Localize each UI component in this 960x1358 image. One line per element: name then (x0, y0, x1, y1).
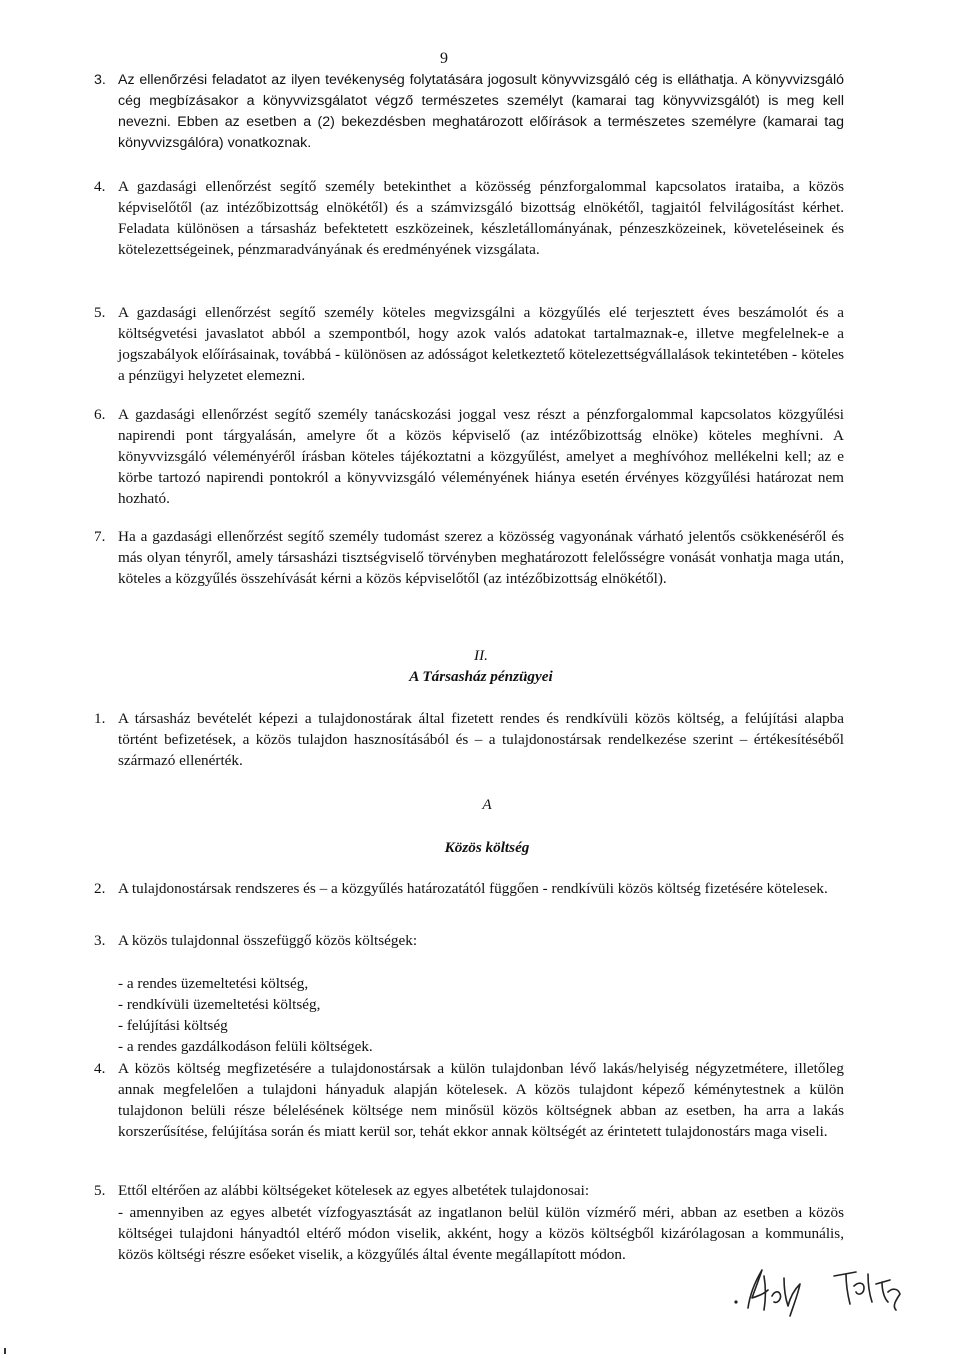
paragraph-text: Az ellenőrzési feladatot az ilyen tevékenység folytatására jogosult könyvvizsgáló cég is elláthatja. A könyvvizsgáló cég megbízásakor a könyvvizsgálatot végző természetes személyt (kamarai tag könyvvizsgálót) is meg kell nevezni. Ebben az esetben a (2) bekezdésben meghatározott előírások a természetes személyre (kamarai tag könyvvizsgálóra) vonatkoznak. (118, 72, 844, 151)
paragraph-ii-3 (94, 930, 844, 951)
paragraph-text: A társasház bevételét képezi a tulajdonostárak által fizetett rendes és rendkívüli közös költség, a felújítási alapba történt befizetések, a közös tulajdon hasznosításából és – a tulajdonostársak rendelkezése szerint – értékesítéséből származó ellenérték. (118, 710, 844, 769)
paragraph-text: A tulajdonostársak rendszeres és – a közgyűlés határozatától függően - rendkívüli közös költség fizetésére kötelesek. (118, 880, 828, 897)
paragraph-ii-5 (94, 1180, 844, 1201)
paragraph-6 (94, 404, 844, 509)
paragraph-number: 5. (94, 1182, 106, 1199)
paragraph-ii-5-detail (118, 1202, 844, 1265)
paragraph-number: 3. (94, 72, 106, 88)
paragraph-4 (94, 176, 844, 260)
paragraph-number: 3. (94, 932, 106, 949)
paragraph-text: Ettől eltérően az alábbi költségeket kötelesek az egyes albetétek tulajdonosai: (118, 1182, 590, 1199)
chapter-title: A Társasház pénzügyei (409, 668, 553, 685)
paragraph-number: 7. (94, 528, 106, 545)
page-number: 9 (440, 50, 448, 67)
paragraph-5 (94, 302, 844, 386)
signature-2 (830, 1268, 910, 1312)
subsection-title: Közös költség (444, 839, 530, 856)
subsection-letter: A (482, 796, 492, 813)
paragraph-7 (94, 526, 844, 589)
paragraph-3 (94, 70, 844, 154)
list-item: - felújítási költség (118, 1017, 228, 1034)
paragraph-text: A közös költség megfizetésére a tulajdonostársak a külön tulajdonban lévő lakás/helyiség négyzetmétere, illetőleg annak megfelelően a tulajdoni hányaduk alapján kötelesek. A közös tulajdont képező kéménytestnek a külön tulajdonon belüli része bélelésének költsége nem minősül közös költségnek abban az esetben, ha arra a lakás korszerűsítése, felújítása során és miatt kerül sor, tehát ekkor annak költségét az érintetett tulajdonostárs maga viseli. (118, 1060, 844, 1140)
signature-1 (728, 1258, 818, 1318)
paragraph-number: 6. (94, 406, 106, 423)
paragraph-text: A közös tulajdonnal összefüggő közös költségek: (118, 932, 418, 949)
paragraph-number: 1. (94, 710, 106, 727)
paragraph-ii-2 (94, 878, 844, 899)
paragraph-number: 4. (94, 1060, 106, 1077)
paragraph-text: Ha a gazdasági ellenőrzést segítő személy tudomást szerez a közösség vagyonának várható jelentős csökkenéséről és más olyan tényről, amely társasházi tisztségviselő törvényben meghatározott felelősségre vonását vonhatja maga után, köteles a közgyűlés összehívását kérni a közös képviselőtől (az intézőbizottság elnökétől). (118, 528, 844, 587)
paragraph-text: - amennyiben az egyes albetét vízfogyasztását az ingatlanon belül külön vízmérő méri, abban az esetben a közös költségei tulajdoni hányadtól eltérő módon viselik, akként, hogy a közös költségből kizárólagosan a kommunális, közös költségi részre esőeket viselik, a közgyűlés által évente megállapított módon. (118, 1204, 844, 1263)
list-item: - rendkívüli üzemeltetési költség, (118, 996, 321, 1013)
paragraph-ii-4 (94, 1058, 844, 1142)
paragraph-text: A gazdasági ellenőrzést segítő személy betekinthet a közösség pénzforgalommal kapcsolatos irataiba, a közös képviselőtől (az intézőbizottság elnökétől) és a számvizsgáló bizottság elnökétől, tagjaitól felvilágosítást kérhet. Feladata különösen a társasház befektetett eszközeinek, készletállományának, pénzeszközeinek, követeléseinek és kötelezettségeinek, pénzmaradványának és eredményének vizsgálata. (118, 178, 844, 258)
list-item: - a rendes gazdálkodáson felüli költségek. (118, 1038, 373, 1055)
paragraph-number: 5. (94, 304, 106, 321)
cost-list (118, 973, 844, 1057)
list-item: - a rendes üzemeltetési költség, (118, 975, 309, 992)
scan-mark (4, 1348, 6, 1354)
chapter-roman: II. (474, 647, 488, 664)
paragraph-text: A gazdasági ellenőrzést segítő személy köteles megvizsgálni a közgyűlés elé terjesztett éves beszámolót és a költségvetési javaslatot abból a szempontból, hogy azok valós adatokat tartalmaznak-e, illetve megfelelnek-e a jogszabályok előírásainak, továbbá - különösen az adósságot keletkeztető kötelezettségvállalások tekintetében - köteles a pénzügyi helyzetet elemezni. (118, 304, 844, 384)
paragraph-text: A gazdasági ellenőrzést segítő személy tanácskozási joggal vesz részt a pénzforgalommal kapcsolatos közgyűlési napirendi pont tárgyalásán, amelyre őt a közös képviselő (az intézőbizottság elnöke) köteles meghívni. A könyvvizsgáló véleményéről írásban köteles tájékoztatni a közgyűlést, amelyet a meghívóhoz mellékelni kell; az e körbe tartozó napirendi pontokról a könyvvizsgáló véleményének hiánya esetén érvényes közgyűlési határozat nem hozható. (118, 406, 844, 507)
paragraph-number: 2. (94, 880, 106, 897)
paragraph-number: 4. (94, 178, 106, 195)
paragraph-ii-1 (94, 708, 844, 771)
